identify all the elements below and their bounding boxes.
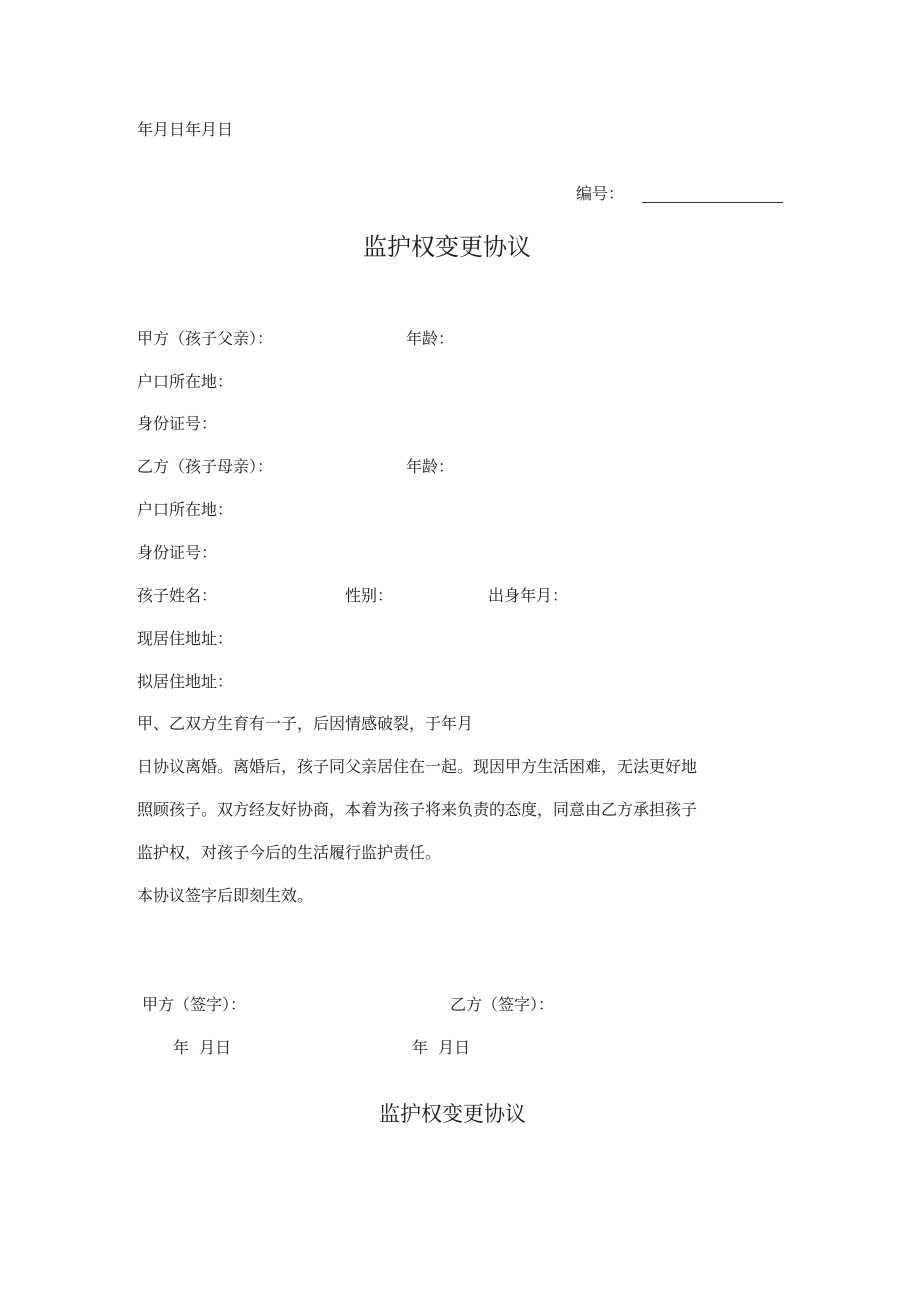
top-date-line: 年月日年月日 [137,120,234,139]
serial-number-blank [642,202,783,203]
body-line-5: 本协议签字后即刻生效。 [137,886,314,905]
serial-number-label: 编号： [576,184,625,203]
party-a-date-label: 年 月日 [173,1038,232,1057]
party-b-id-label: 身份证号： [137,543,218,562]
document-title: 监护权变更协议 [363,233,531,261]
party-a-age-label: 年龄： [406,329,455,348]
body-line-1: 甲、乙双方生育有一子，后因情感破裂，于年月 [137,714,474,733]
proposed-address-label: 拟居住地址： [137,672,234,691]
body-line-3: 照顾孩子。双方经友好协商，本着为孩子将来负责的态度，同意由乙方承担孩子 [137,800,698,819]
child-birth-label: 出身年月： [488,586,569,605]
current-address-label: 现居住地址： [137,629,234,648]
child-name-label: 孩子姓名： [137,586,218,605]
party-b-date-label: 年 月日 [412,1038,471,1057]
party-a-hukou-label: 户口所在地： [137,372,234,391]
party-b-hukou-label: 户口所在地： [137,500,234,519]
party-b-age-label: 年龄： [406,457,455,476]
body-line-2: 日协议离婚。离婚后，孩子同父亲居住在一起。现因甲方生活困难，无法更好地 [137,757,698,776]
party-b-label: 乙方（孩子母亲）： [137,457,274,476]
footer-title: 监护权变更协议 [379,1102,526,1126]
party-a-signature-label: 甲方（签字）： [142,995,247,1014]
party-a-label: 甲方（孩子父亲）： [137,329,274,348]
party-b-signature-label: 乙方（签字）： [450,995,555,1014]
child-gender-label: 性别： [345,586,394,605]
body-line-4: 监护权，对孩子今后的生活履行监护责任。 [137,843,442,862]
party-a-id-label: 身份证号： [137,414,218,433]
